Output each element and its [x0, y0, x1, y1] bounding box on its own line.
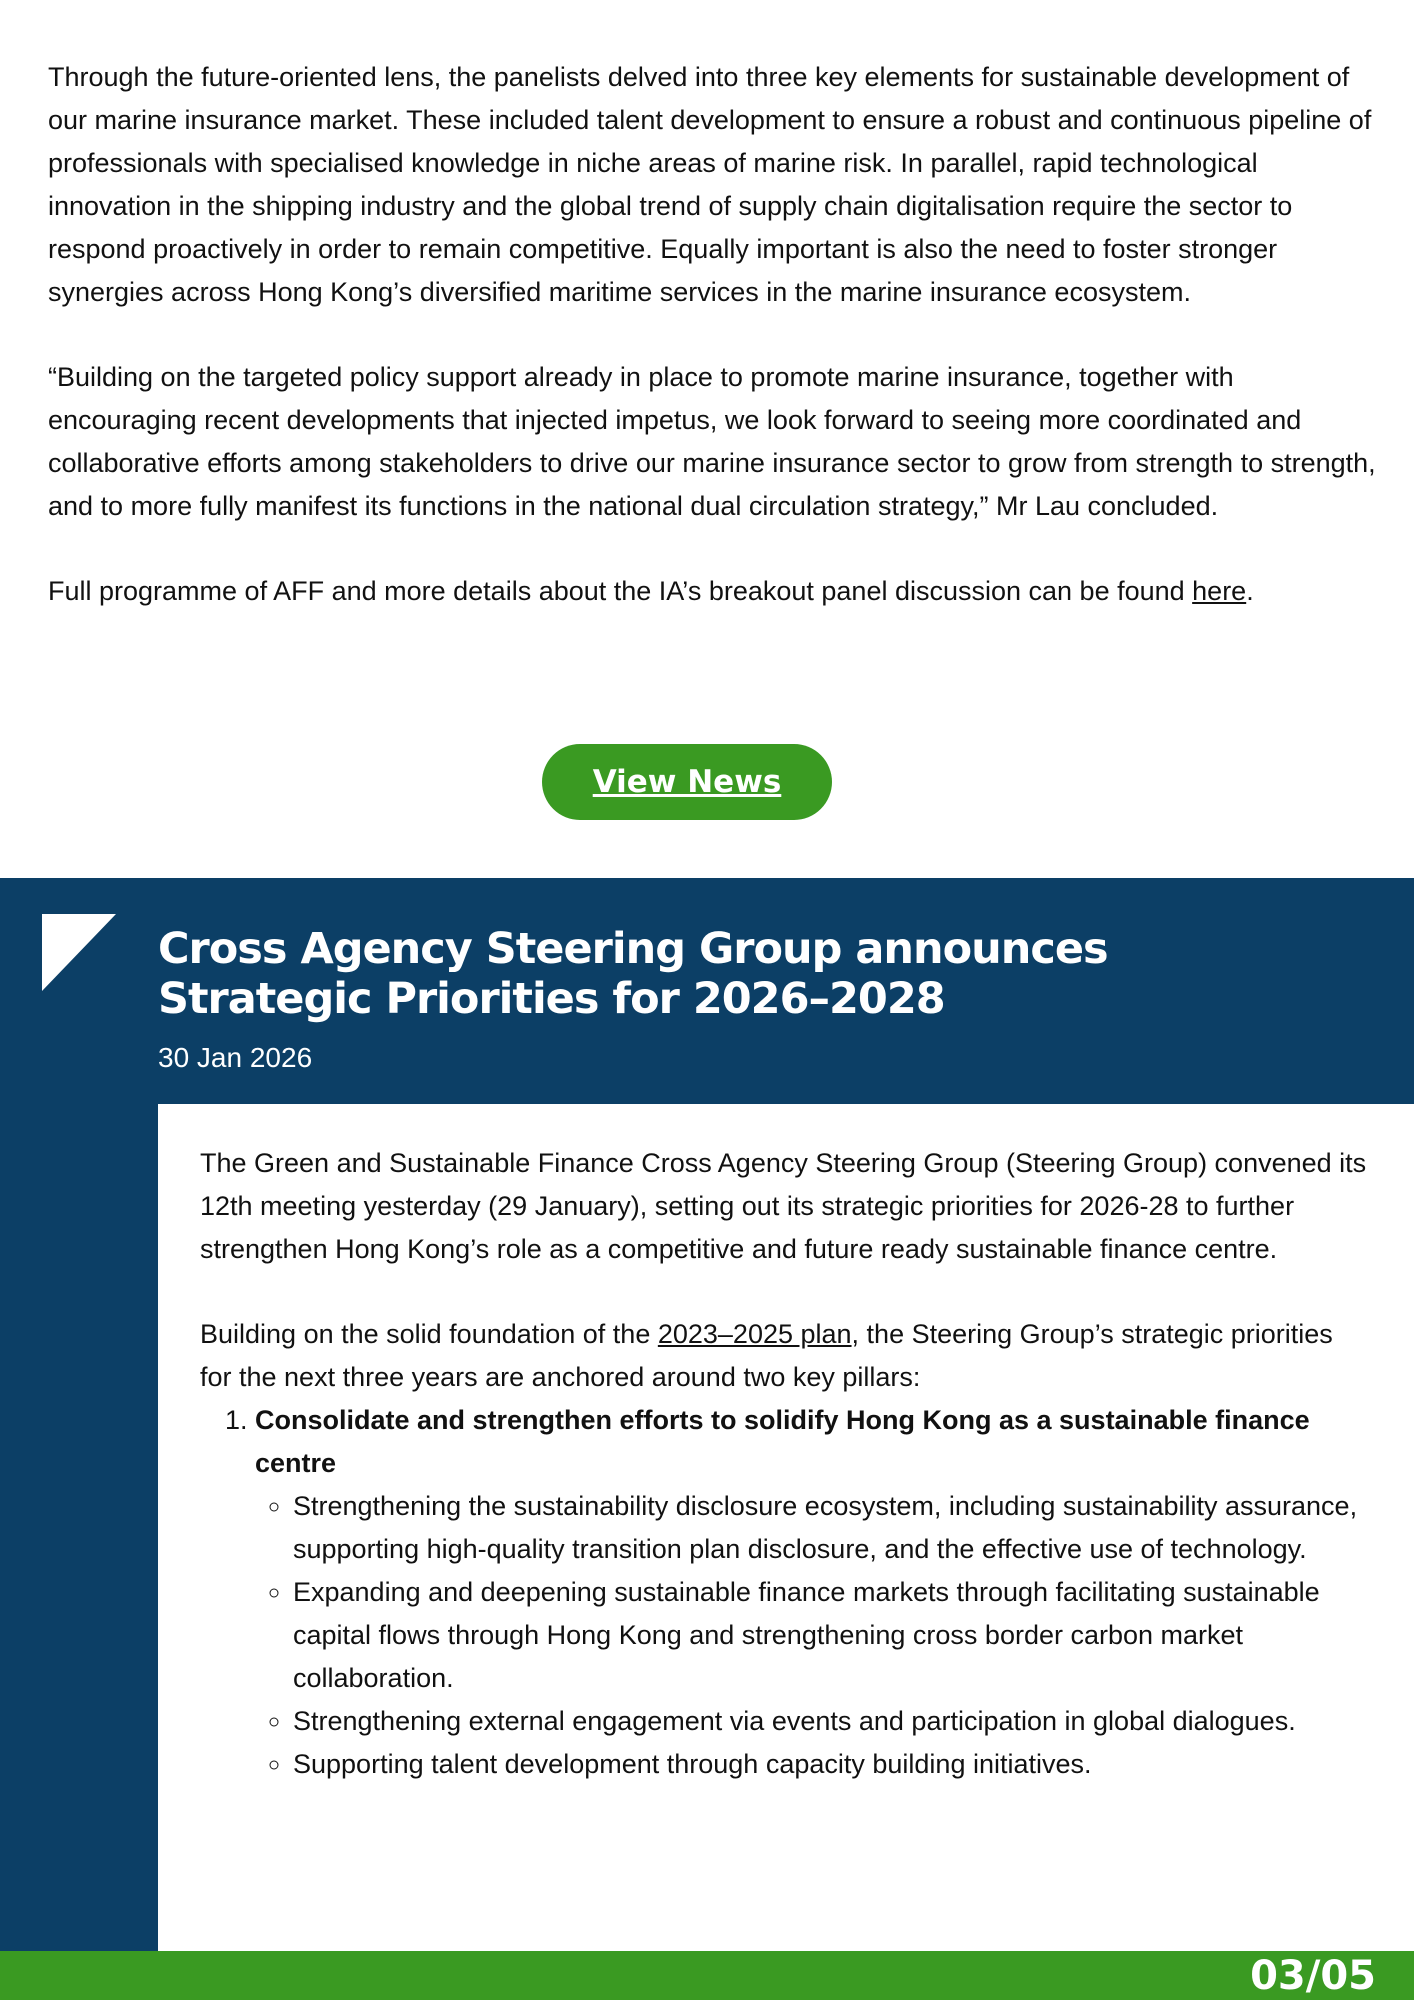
article-paragraph-1: The Green and Sustainable Finance Cross Agency Steering Group (Steering Group) convened its 12th meeting yesterday (29 January), setting out its strategic priorities for 2026-28 to further strengthen Hong Kong’s role as a competitive and future ready sustainable finance centre.: [200, 1148, 1367, 1264]
plan-link[interactable]: 2023–2025 plan: [657, 1319, 852, 1349]
view-news-button-wrap: [0, 744, 1374, 820]
intro-paragraph-3-text: Full programme of AFF and more details about the IA’s breakout panel discussion can be found: [48, 576, 1193, 606]
article-headline: Cross Agency Steering Group announces Strategic Priorities for 2026–2028: [158, 924, 1108, 1024]
pillar-sub-list: [255, 1485, 1370, 1786]
left-accent-bar: [0, 1104, 158, 1951]
pillars-list: [200, 1399, 1370, 1786]
intro-section: [48, 56, 1378, 613]
article-header: [0, 878, 1414, 1104]
intro-paragraph-3: [48, 570, 1378, 613]
article-paragraph-2-before: Building on the solid foundation of the: [200, 1319, 658, 1349]
pillar-title: Consolidate and strengthen efforts to solidify Hong Kong as a sustainable finance centre: [255, 1405, 1310, 1478]
article-body: [200, 1142, 1370, 1786]
list-item: ◦ Expanding and deepening sustainable finance markets through facilitating sustainable capital flows through Hong Kong and strengthening cross border carbon market collaboration.: [293, 1571, 1370, 1700]
list-item: ◦ Supporting talent development through capacity building initiatives.: [293, 1743, 1370, 1786]
view-news-button[interactable]: View News: [542, 744, 832, 820]
here-link[interactable]: here: [1192, 576, 1247, 606]
pillar-item: [255, 1399, 1370, 1786]
article-date: 30 Jan 2026: [158, 1042, 313, 1073]
intro-paragraph-1: Through the future-oriented lens, the panelists delved into three key elements for sustainable development of our marine insurance market. These included talent development to ensure a robust and continuous pipeline of professionals with specialised knowledge in niche areas of marine risk. In parallel, rapid technological innovation in the shipping industry and the global trend of supply chain digitalisation require the sector to respond proactively in order to remain competitive. Equally important is also the need to foster stronger synergies across Hong Kong’s diversified maritime services in the marine insurance ecosystem.: [48, 62, 1372, 307]
page-number: 03/05: [1250, 1953, 1376, 1999]
article-paragraph-2: [200, 1313, 1370, 1399]
list-item: ◦ Strengthening external engagement via events and participation in global dialogues.: [293, 1700, 1370, 1743]
list-item: ◦ Strengthening the sustainability disclosure ecosystem, including sustainability assurance, supporting high-quality transition plan disclosure, and the effective use of technology.: [293, 1485, 1370, 1571]
footer-bar: [0, 1951, 1414, 2000]
corner-triangle-icon: [42, 914, 116, 991]
intro-paragraph-3-end: .: [1246, 576, 1254, 606]
intro-paragraph-2: “Building on the targeted policy support already in place to promote marine insurance, together with encouraging recent developments that injected impetus, we look forward to seeing more coordinated and collaborative efforts among stakeholders to drive our marine insurance sector to grow from strength to strength, and to more fully manifest its functions in the national dual circulation strategy,” Mr Lau concluded.: [48, 362, 1376, 521]
article-paragraph-2-after: , the Steering Group’s strategic priorities for the next three years are anchored around two key pillars:: [200, 1319, 1333, 1392]
